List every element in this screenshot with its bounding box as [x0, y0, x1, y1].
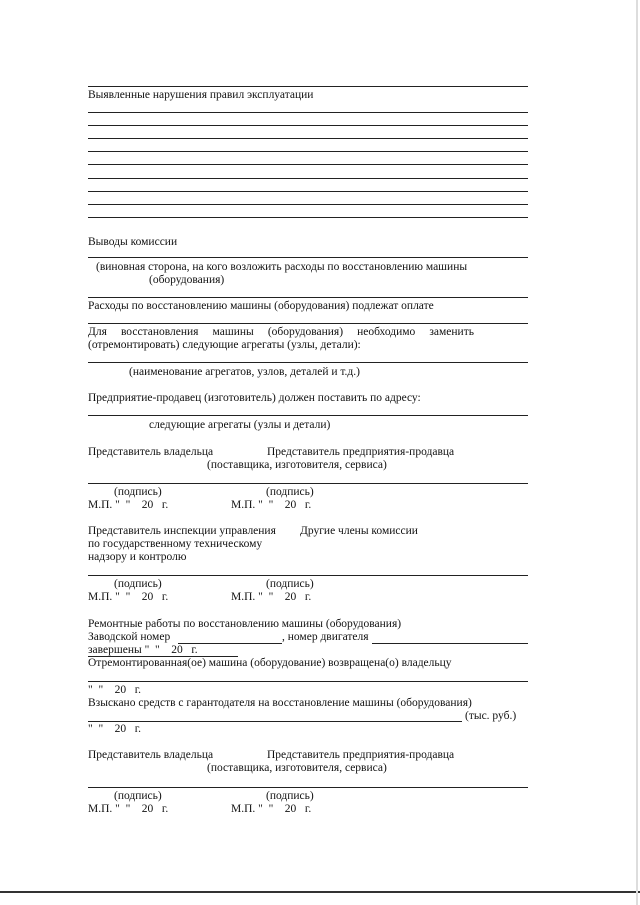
returned-line[interactable] [88, 681, 528, 682]
expenses-line[interactable] [88, 323, 528, 324]
guilty-party-note: (виновная сторона, на кого возложить расходы по восстановлению машины [96, 261, 468, 273]
signature-caption-right: (подпись) [266, 486, 314, 498]
stamp-date-right: М.П. " " 20 г. [231, 499, 312, 511]
stamp-date-left: М.П. " " 20 г. [88, 499, 169, 511]
signature-line[interactable] [88, 575, 528, 576]
repair-needs-line2: (отремонтировать) следующие агрегаты (узлы, детали): [88, 339, 361, 351]
violations-label: Выявленные нарушения правил эксплуатации [88, 89, 314, 101]
seller-rep-note: (поставщика, изготовителя, сервиса) [207, 762, 387, 774]
conclusions-label: Выводы комиссии [88, 236, 178, 248]
signature-caption-left: (подпись) [114, 486, 162, 498]
signature-line[interactable] [88, 483, 528, 484]
violations-line[interactable] [88, 191, 528, 192]
returned-date: " " 20 г. [88, 684, 142, 696]
repair-word: Для [88, 326, 107, 338]
engine-number-label: , номер двигателя [282, 631, 369, 643]
violations-line[interactable] [88, 204, 528, 205]
recovered-label: Взыскано средств с гарантодателя на восстановление машины (оборудования) [88, 697, 472, 709]
violations-line[interactable] [88, 178, 528, 179]
signature-caption-left: (подпись) [114, 790, 162, 802]
supplier-caption: следующие агрегаты (узлы и детали) [149, 419, 331, 431]
top-rule [88, 86, 528, 87]
violations-line[interactable] [88, 112, 528, 113]
guilty-party-line[interactable] [88, 297, 528, 298]
repair-word: (оборудования) [267, 326, 344, 338]
repair-word: заменить [429, 326, 474, 338]
signature-caption-left: (подпись) [114, 578, 162, 590]
conclusions-line[interactable] [88, 257, 528, 258]
scan-right-edge [636, 0, 638, 905]
violations-line[interactable] [88, 217, 528, 218]
scan-bottom-edge [0, 891, 640, 893]
repair-word: восстановления [120, 326, 199, 338]
stamp-date-left: М.П. " " 20 г. [88, 591, 169, 603]
repair-parts-line[interactable] [88, 362, 528, 363]
inspection-rep-label-3: надзору и контролю [88, 551, 187, 563]
owner-rep-label: Представитель владельца [88, 749, 214, 761]
signature-caption-right: (подпись) [266, 790, 314, 802]
seller-rep-label: Представитель предприятия-продавца [267, 446, 455, 458]
guilty-party-note-2: (оборудования) [149, 274, 225, 286]
signature-line[interactable] [88, 787, 528, 788]
expenses-label: Расходы по восстановлению машины (оборудования) подлежат оплате [88, 300, 434, 312]
engine-number-field[interactable] [372, 643, 528, 644]
inspection-rep-label: Представитель инспекции управления [88, 525, 276, 537]
repair-needs-line1 [88, 326, 474, 339]
thousand-rub-label: (тыс. руб.) [465, 710, 517, 722]
repair-word: машины [212, 326, 254, 338]
repair-parts-caption: (наименование агрегатов, узлов, деталей и т.д.) [129, 366, 360, 378]
violations-line[interactable] [88, 125, 528, 126]
stamp-date-right: М.П. " " 20 г. [231, 591, 312, 603]
seller-rep-note: (поставщика, изготовителя, сервиса) [207, 459, 387, 471]
stamp-date-left: М.П. " " 20 г. [88, 803, 169, 815]
seller-rep-label: Представитель предприятия-продавца [267, 749, 455, 761]
owner-rep-label: Представитель владельца [88, 446, 214, 458]
violations-line[interactable] [88, 164, 528, 165]
repair-works-title: Ремонтные работы по восстановлению машины (оборудования) [88, 618, 402, 630]
serial-number-label: Заводской номер [88, 631, 171, 643]
supplier-label: Предприятие-продавец (изготовитель) должен поставить по адресу: [88, 392, 421, 404]
inspection-rep-label-2: по государственному техническому [88, 538, 263, 550]
signature-caption-right: (подпись) [266, 578, 314, 590]
violations-line[interactable] [88, 151, 528, 152]
recovered-amount-field[interactable] [88, 721, 462, 722]
recovered-date: " " 20 г. [88, 723, 142, 735]
supplier-address-line[interactable] [88, 415, 528, 416]
returned-label: Отремонтированная(ое) машина (оборудование) возвращена(о) владельцу [88, 657, 452, 669]
violations-line[interactable] [88, 138, 528, 139]
stamp-date-right: М.П. " " 20 г. [231, 803, 312, 815]
completed-date: завершены " " 20 г. [88, 644, 198, 656]
other-members-label: Другие члены комиссии [300, 525, 418, 537]
repair-word: необходимо [357, 326, 416, 338]
